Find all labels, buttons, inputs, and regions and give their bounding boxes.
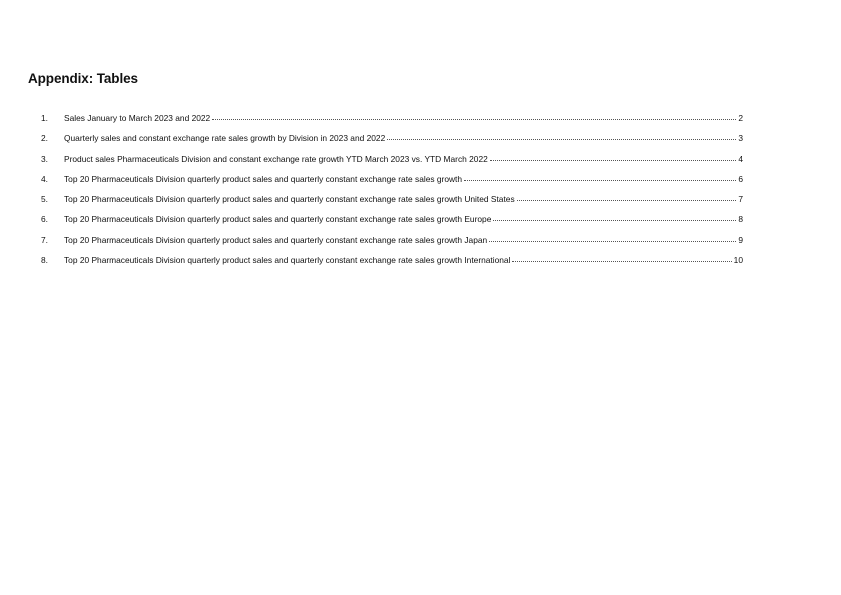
toc-entry-page[interactable]: 9 [738, 234, 743, 245]
toc-entry-page[interactable]: 2 [738, 113, 743, 123]
toc-entry[interactable] [41, 212, 743, 232]
toc-entry-number: 3. [41, 153, 48, 164]
toc-entry-number: 1. [41, 113, 48, 123]
toc-entry-number: 5. [41, 194, 48, 205]
toc-entry-page[interactable]: 10 [733, 255, 743, 266]
toc-entry[interactable] [41, 233, 743, 253]
toc-entry-title[interactable]: Product sales Pharmaceuticals Division and constant exchange rate growth YTD March 2023 vs. YTD March 2022 [64, 153, 488, 164]
toc-entry-title[interactable]: Top 20 Pharmaceuticals Division quarterly product sales and quarterly constant exchange rate sales growth Europe [64, 214, 492, 225]
toc-entry-number: 2. [41, 133, 48, 144]
dot-leader [512, 254, 731, 262]
toc-entry-title[interactable]: Top 20 Pharmaceuticals Division quarterly product sales and quarterly constant exchange rate sales growth International [64, 255, 511, 266]
toc-entry[interactable] [41, 253, 743, 273]
toc-entry-page[interactable]: 6 [738, 173, 743, 184]
toc-entry-title[interactable]: Top 20 Pharmaceuticals Division quarterly product sales and quarterly constant exchange rate sales growth United States [64, 194, 515, 205]
toc-entry-number: 4. [41, 173, 48, 184]
dot-leader [493, 213, 736, 221]
dot-leader [464, 173, 736, 181]
toc-entry-page[interactable]: 8 [738, 214, 743, 225]
dot-leader [517, 193, 737, 201]
toc-entry-number: 7. [41, 234, 48, 245]
toc-entry[interactable] [41, 192, 743, 212]
toc-entry-page[interactable]: 7 [738, 194, 743, 205]
toc-entry-page[interactable]: 3 [738, 133, 743, 144]
toc-entry[interactable] [41, 111, 743, 131]
page-title: Appendix: Tables [28, 71, 138, 86]
dot-leader [489, 234, 736, 242]
toc-entry-title[interactable]: Quarterly sales and constant exchange rate sales growth by Division in 2023 and 2022 [64, 133, 386, 144]
toc-entry-title[interactable]: Sales January to March 2023 and 2022 [64, 113, 211, 123]
toc-entry[interactable] [41, 172, 743, 192]
toc-entry-number: 8. [41, 255, 48, 266]
dot-leader [387, 132, 736, 140]
dot-leader [490, 153, 737, 161]
toc-entry-page[interactable]: 4 [738, 153, 743, 164]
toc-entry[interactable] [41, 152, 743, 172]
table-of-contents [41, 111, 743, 273]
toc-entry-number: 6. [41, 214, 48, 225]
dot-leader [212, 112, 736, 120]
toc-entry[interactable] [41, 131, 743, 151]
toc-entry-title[interactable]: Top 20 Pharmaceuticals Division quarterly product sales and quarterly constant exchange rate sales growth Japan [64, 234, 488, 245]
toc-entry-title[interactable]: Top 20 Pharmaceuticals Division quarterly product sales and quarterly constant exchange rate sales growth [64, 173, 463, 184]
